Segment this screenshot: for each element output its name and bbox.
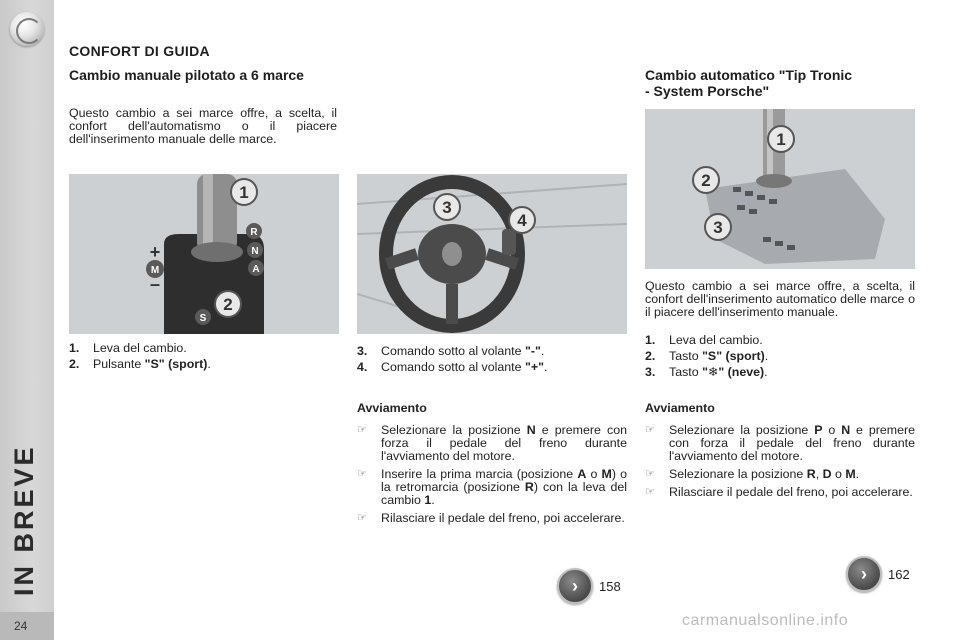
callout-2: 2 [701, 171, 711, 190]
watermark: carmanualsonline.info [682, 612, 849, 629]
brand-logo-icon [10, 12, 44, 46]
item-number: 1. [69, 341, 80, 355]
section-label: IN BREVE [9, 444, 39, 596]
bullet-text: Selezionare la posizione R, D o M. [669, 467, 860, 481]
page-title: CONFORT DI GUIDA [69, 43, 210, 59]
manual-start-bullets [357, 424, 627, 530]
automatic-gearbox-title [645, 67, 852, 99]
item-bold: "+" [524, 360, 544, 374]
item-text: Leva del cambio. [669, 333, 763, 347]
arrow-right-icon: › [846, 556, 882, 592]
manual-gearbox-title: Cambio manuale pilotato a 6 marce [69, 67, 304, 83]
automatic-start-bullets [645, 424, 915, 504]
item-bold: "S" (sport) [144, 357, 208, 371]
pointer-icon: ☞ [357, 512, 367, 524]
pointer-icon: ☞ [645, 424, 655, 436]
gate-label-r: R [250, 227, 258, 238]
bullet-text: Selezionare la posizione P o N e premere con forza il pedale del freno durante l'avviamento del motore. [669, 423, 916, 463]
pointer-icon: ☞ [645, 468, 655, 480]
list-item [645, 468, 915, 481]
automatic-gear-lever-svg [645, 109, 915, 269]
list-item [357, 512, 627, 525]
bullet-text: Rilasciare il pedale del freno, poi accelerare. [381, 511, 625, 525]
item-after: . [764, 349, 769, 363]
manual-gearbox-intro: Questo cambio a sei marce offre, a scelta, il confort dell'automatismo o il piacere dell'inserimento manuale delle marce. [69, 106, 337, 146]
gate-label-a: A [252, 264, 260, 275]
list-item [357, 359, 627, 375]
bullet-text: Rilasciare il pedale del freno, poi accelerare. [669, 485, 913, 499]
steering-items [357, 343, 627, 375]
list-item [645, 348, 915, 364]
item-after: . [764, 365, 768, 379]
pointer-icon: ☞ [357, 424, 367, 436]
item-text: Comando sotto al volante [381, 344, 525, 358]
list-item [645, 424, 915, 463]
item-after: . [543, 360, 548, 374]
automatic-gearbox-items [645, 332, 915, 380]
item-after: . [540, 344, 545, 358]
automatic-title-line1: Cambio automatico "Tip Tronic [645, 67, 853, 83]
bullet-text: Inserire la prima marcia (posizione A o M) o la retromarcia (posizione R) con la leva del cambio 1. [381, 467, 628, 507]
automatic-title-line2: - System Porsche" [645, 83, 770, 99]
automatic-start-title: Avviamento [645, 401, 715, 415]
manual-gear-lever-svg [69, 174, 339, 334]
list-item [357, 343, 627, 359]
list-item [645, 486, 915, 499]
gate-label-n: N [251, 246, 259, 257]
page-number: 24 [14, 619, 28, 633]
item-number: 2. [69, 357, 80, 371]
arrow-right-icon: › [557, 568, 593, 604]
callout-2: 2 [223, 295, 233, 314]
callout-1: 1 [239, 183, 249, 202]
pointer-icon: ☞ [645, 486, 655, 498]
item-bold: "❄" (neve) [702, 365, 765, 379]
item-text: Leva del cambio. [93, 341, 187, 355]
item-number: 3. [357, 344, 368, 358]
pointer-icon: ☞ [357, 468, 367, 480]
callout-3: 3 [442, 198, 452, 217]
gate-label-s: S [199, 313, 207, 324]
gate-label-plus: + [149, 242, 161, 262]
steering-wheel-figure [357, 174, 627, 334]
callout-1: 1 [776, 130, 786, 149]
list-item [357, 424, 627, 463]
manual-start-title: Avviamento [357, 401, 427, 415]
list-item [69, 340, 339, 356]
steering-wheel-svg [357, 174, 627, 334]
callout-3: 3 [713, 218, 723, 237]
page-reference-number: 162 [888, 566, 910, 582]
item-bold: "-" [524, 344, 541, 358]
item-after: . [207, 357, 211, 371]
item-number: 1. [645, 333, 656, 347]
item-number: 3. [645, 365, 656, 379]
page-reference-162[interactable] [846, 556, 910, 592]
bullet-text: Selezionare la posizione N e premere con forza il pedale del freno durante l'avviamento del motore. [381, 423, 627, 463]
list-item [645, 364, 915, 380]
page-reference-158[interactable] [557, 568, 621, 604]
item-text: Tasto [669, 349, 703, 363]
list-item [357, 468, 627, 507]
gate-label-m: M [150, 265, 160, 276]
gate-label-minus: – [149, 274, 161, 294]
manual-gear-lever-figure [69, 174, 339, 334]
item-number: 4. [357, 360, 368, 374]
item-text: Pulsante [93, 357, 145, 371]
list-item [645, 332, 915, 348]
automatic-gearbox-intro: Questo cambio a sei marce offre, a scelta, il confort dell'inserimento automatico delle marce o il piacere dell'inserimento manuale. [645, 279, 915, 319]
automatic-gear-lever-figure [645, 109, 915, 269]
list-item [69, 356, 339, 372]
item-bold: "S" (sport) [702, 349, 765, 363]
callout-4: 4 [517, 211, 527, 230]
item-text: Tasto [669, 365, 703, 379]
manual-gearbox-items [69, 340, 339, 372]
item-number: 2. [645, 349, 656, 363]
page-reference-number: 158 [599, 578, 621, 594]
item-text: Comando sotto al volante [381, 360, 525, 374]
